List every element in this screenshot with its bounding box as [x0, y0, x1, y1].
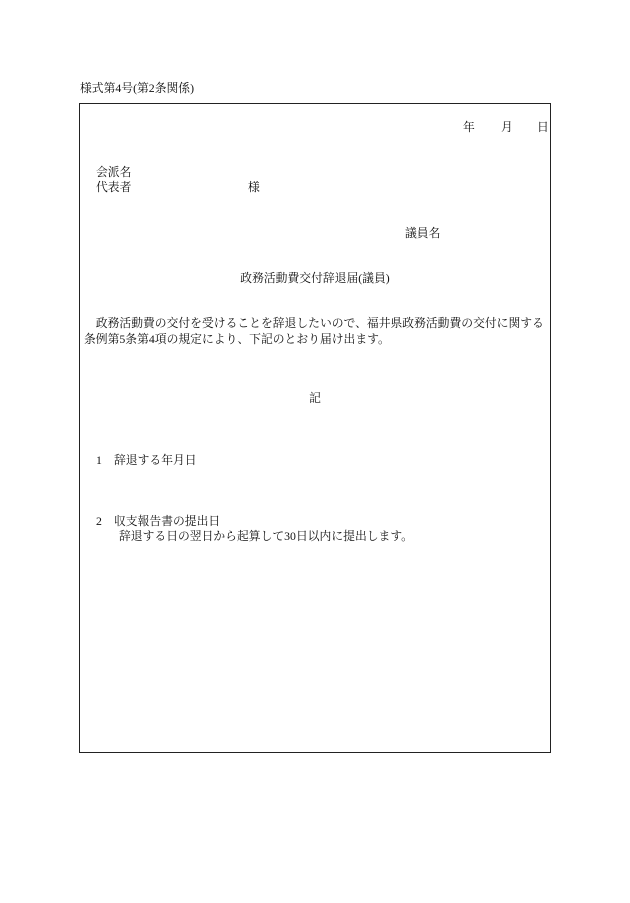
- representative-label: 代表者: [96, 180, 132, 194]
- item-detail-report-submission: 辞退する日の翌日から起算して30日以内に提出します。: [119, 529, 413, 543]
- form-number: 様式第4号(第2条関係): [80, 81, 195, 95]
- date-year-label: 年: [463, 120, 475, 134]
- honorific-sama: 様: [248, 180, 260, 194]
- note-heading: 記: [309, 391, 321, 405]
- body-paragraph: 政務活動費の交付を受けることを辞退したいので、福井県政務活動費の交付に関する条例第5条第4項の規定により、下記のとおり届け出ます。: [84, 316, 544, 346]
- item-label-report-submission-date: 収支報告書の提出日: [114, 514, 221, 528]
- item-number: 2: [96, 514, 102, 528]
- document-title: 政務活動費交付辞退届(議員): [240, 271, 390, 285]
- date-month-label: 月: [501, 120, 513, 134]
- item-label-withdrawal-date: 辞退する年月日: [114, 453, 197, 467]
- faction-label: 会派名: [96, 165, 132, 179]
- member-name-label: 議員名: [405, 226, 441, 240]
- date-day-label: 日: [537, 120, 549, 134]
- item-number: 1: [96, 453, 102, 467]
- form-frame: [79, 103, 551, 753]
